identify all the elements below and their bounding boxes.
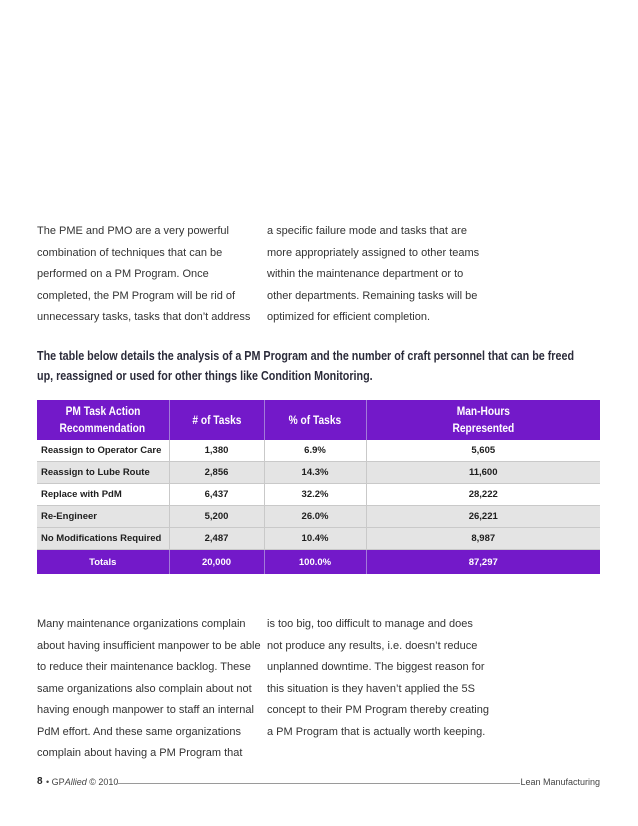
cell-pct: 14.3% xyxy=(264,462,366,484)
brand-gp: GP xyxy=(51,777,65,787)
cell-pct: 26.0% xyxy=(264,506,366,528)
pm-task-table xyxy=(37,400,600,574)
header-hours-line1: Man-Hours xyxy=(456,404,510,418)
cell-action: Reassign to Lube Route xyxy=(37,462,169,484)
text-line: concept to their PM Program thereby creating xyxy=(267,704,489,716)
intro-paragraph-right xyxy=(267,221,487,329)
text-line: a PM Program that is actually worth keeping. xyxy=(267,725,486,738)
cell-pct: 6.9% xyxy=(264,440,366,462)
text-line: unnecessary tasks, tasks that don’t address xyxy=(37,311,251,323)
cell-tasks: 5,200 xyxy=(169,506,264,528)
text-line: a specific failure mode and tasks that are xyxy=(267,225,467,237)
totals-pct: 100.0% xyxy=(264,550,366,575)
text-line: within the maintenance department or to xyxy=(267,268,464,280)
caption-line: The table below details the analysis of a PM Program and the number of craft personnel that can be freed xyxy=(37,349,575,363)
text-line: completed, the PM Program will be rid of xyxy=(37,289,236,302)
header-tasks-label: # of Tasks xyxy=(191,412,242,427)
cell-tasks: 2,487 xyxy=(169,528,264,550)
text-line: performed on a PM Program. Once xyxy=(37,268,209,280)
text-line: is too big, too difficult to manage and does xyxy=(267,618,473,630)
text-line: to reduce their maintenance backlog. These xyxy=(37,661,251,673)
text-line: Many maintenance organizations complain xyxy=(37,618,246,630)
caption-line: up, reassigned or used for other things like Condition Monitoring. xyxy=(37,369,373,383)
body-paragraph-right xyxy=(267,614,497,743)
table-row xyxy=(37,462,600,484)
table-caption xyxy=(37,346,587,386)
text-line: other departments. Remaining tasks will be xyxy=(267,289,478,302)
cell-tasks: 6,437 xyxy=(169,484,264,506)
footer-section-title: Lean Manufacturing xyxy=(520,777,600,787)
footer-brand xyxy=(46,777,118,787)
page-footer xyxy=(37,776,600,790)
totals-hours: 87,297 xyxy=(366,550,600,575)
header-pct xyxy=(264,400,366,440)
cell-hours: 11,600 xyxy=(366,462,600,484)
text-line: combination of techniques that can be xyxy=(37,246,223,259)
cell-hours: 28,222 xyxy=(366,484,600,506)
text-line: having enough manpower to staff an internal xyxy=(37,704,254,716)
header-tasks xyxy=(169,400,264,440)
totals-tasks: 20,000 xyxy=(169,550,264,575)
header-action-line1: PM Task Action xyxy=(65,404,141,418)
table-row xyxy=(37,528,600,550)
header-action xyxy=(37,400,169,440)
brand-allied: Allied xyxy=(64,777,87,787)
text-line: not produce any results, i.e. doesn’t reduce xyxy=(267,639,478,652)
table-row xyxy=(37,440,600,462)
text-line: this situation is they haven’t applied the 5S xyxy=(267,682,475,695)
text-line: unplanned downtime. The biggest reason for xyxy=(267,661,485,673)
table-totals-row xyxy=(37,550,600,575)
body-paragraph-left xyxy=(37,614,267,765)
text-line: same organizations also complain about not xyxy=(37,682,252,695)
table-header-row xyxy=(37,400,600,440)
bullet-separator: • xyxy=(46,777,50,787)
text-line: optimized for efficient completion. xyxy=(267,311,431,323)
header-hours-line2: Represented xyxy=(452,421,515,435)
totals-label: Totals xyxy=(37,550,169,575)
text-line: more appropriately assigned to other teams xyxy=(267,246,480,259)
header-pct-label: % of Tasks xyxy=(288,412,342,427)
cell-hours: 8,987 xyxy=(366,528,600,550)
text-line: PdM effort. And these same organizations xyxy=(37,725,242,738)
intro-paragraph-left xyxy=(37,221,257,329)
text-line: complain about having a PM Program that xyxy=(37,747,243,759)
cell-pct: 10.4% xyxy=(264,528,366,550)
cell-action: No Modifications Required xyxy=(37,528,169,550)
page-number: 8 xyxy=(37,776,43,787)
cell-pct: 32.2% xyxy=(264,484,366,506)
text-line: about having insufficient manpower to be able xyxy=(37,639,261,652)
cell-hours: 5,605 xyxy=(366,440,600,462)
header-action-line2: Recommendation xyxy=(59,421,146,435)
cell-action: Re-Engineer xyxy=(37,506,169,528)
cell-tasks: 1,380 xyxy=(169,440,264,462)
cell-action: Replace with PdM xyxy=(37,484,169,506)
header-hours xyxy=(366,400,600,440)
copyright: © 2010 xyxy=(89,777,119,787)
table-row xyxy=(37,506,600,528)
text-line: The PME and PMO are a very powerful xyxy=(37,225,229,237)
cell-tasks: 2,856 xyxy=(169,462,264,484)
footer-divider xyxy=(116,783,520,784)
table-row xyxy=(37,484,600,506)
cell-hours: 26,221 xyxy=(366,506,600,528)
cell-action: Reassign to Operator Care xyxy=(37,440,169,462)
